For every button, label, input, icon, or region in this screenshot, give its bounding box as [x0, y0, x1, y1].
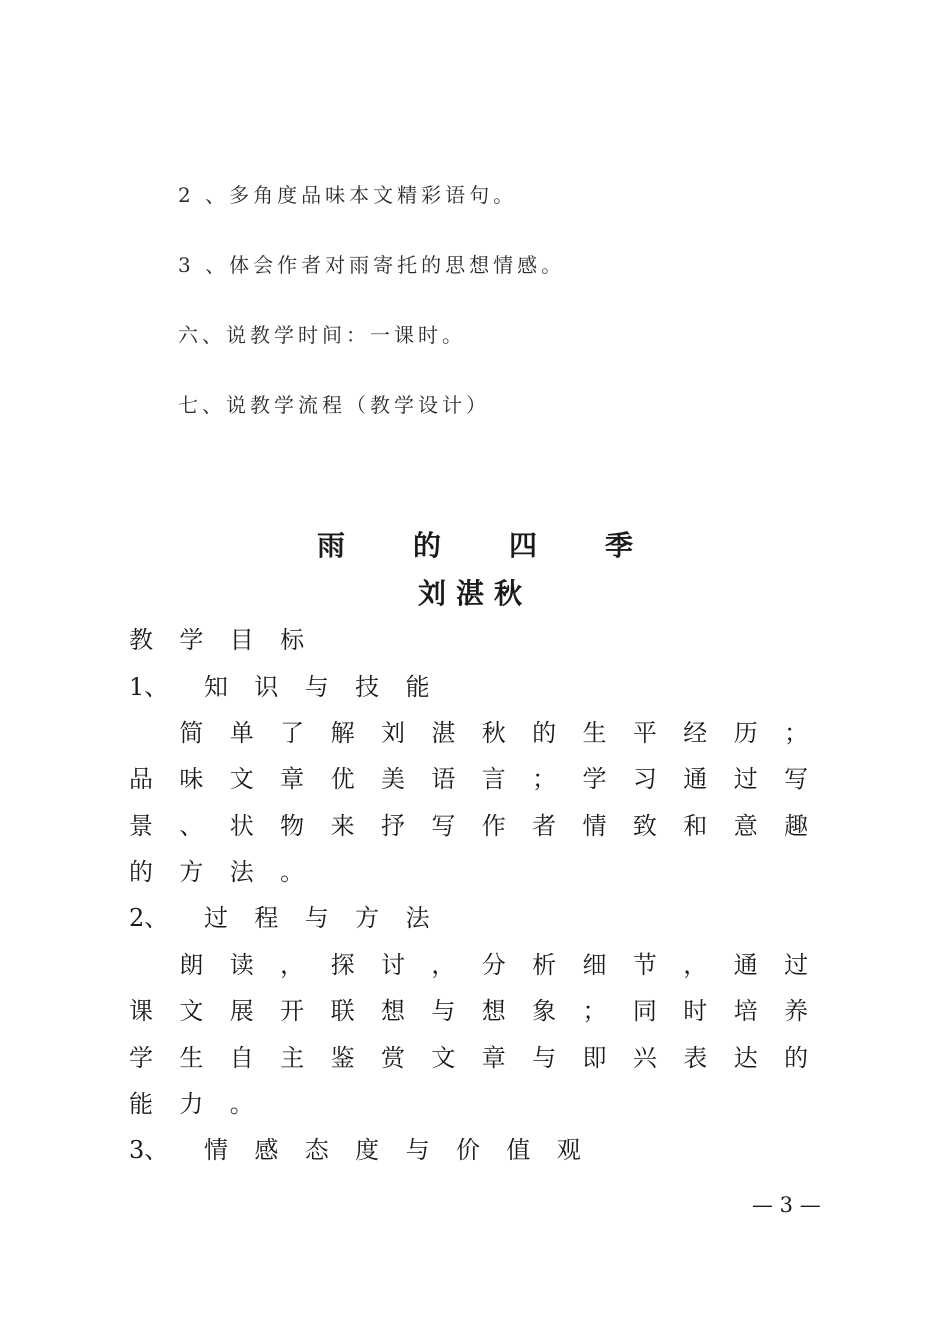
- preamble-line-2: 3 、体会作者对雨寄托的思想情感。: [178, 253, 566, 277]
- objectives-heading: 教 学 目 标: [129, 626, 305, 654]
- heading-number: 2、: [129, 904, 169, 932]
- section-1-line: 景 、 状 物 来 抒 写 作 者 情 致 和 意 趣: [129, 812, 809, 840]
- article-title: [0, 524, 950, 564]
- section-3-heading: 3、 情 感 态 度 与 价 值 观: [129, 1130, 607, 1170]
- preamble-line-1: 2 、多角度品味本文精彩语句。: [178, 183, 518, 207]
- preamble-line-4: 七、说教学流程（教学设计）: [178, 393, 490, 417]
- article-author: 刘湛秋: [417, 577, 532, 610]
- section-1-line: 品 味 文 章 优 美 语 言 ； 学 习 通 过 写: [129, 765, 809, 793]
- section-2-line: 课 文 展 开 联 想 与 想 象 ； 同 时 培 养: [129, 997, 809, 1025]
- heading-number: 1、: [129, 673, 169, 701]
- section-2-line: 朗 读 ， 探 讨 ， 分 析 细 节 ， 通 过: [179, 951, 809, 979]
- section-2-heading: 2、 过 程 与 方 法: [129, 898, 456, 938]
- section-2-line: 学 生 自 主 鉴 赏 文 章 与 即 兴 表 达 的: [129, 1044, 809, 1072]
- section-1-heading: 1、 知 识 与 技 能: [129, 667, 456, 707]
- section-1-line: 简 单 了 解 刘 湛 秋 的 生 平 经 历 ；: [179, 719, 809, 747]
- preamble-line-3: 六、说教学时间：一课时。: [178, 323, 466, 347]
- section-1-line: 的 方 法 。: [129, 858, 305, 886]
- section-2-line: 能 力 。: [129, 1090, 254, 1118]
- article-title-char: 雨: [316, 529, 345, 562]
- article-title-char: 四: [509, 529, 538, 562]
- heading-number: 3、: [129, 1136, 169, 1164]
- page-number: — 3 —: [752, 1193, 821, 1217]
- article-title-char: 季: [605, 529, 634, 562]
- article-title-char: 的: [412, 529, 441, 562]
